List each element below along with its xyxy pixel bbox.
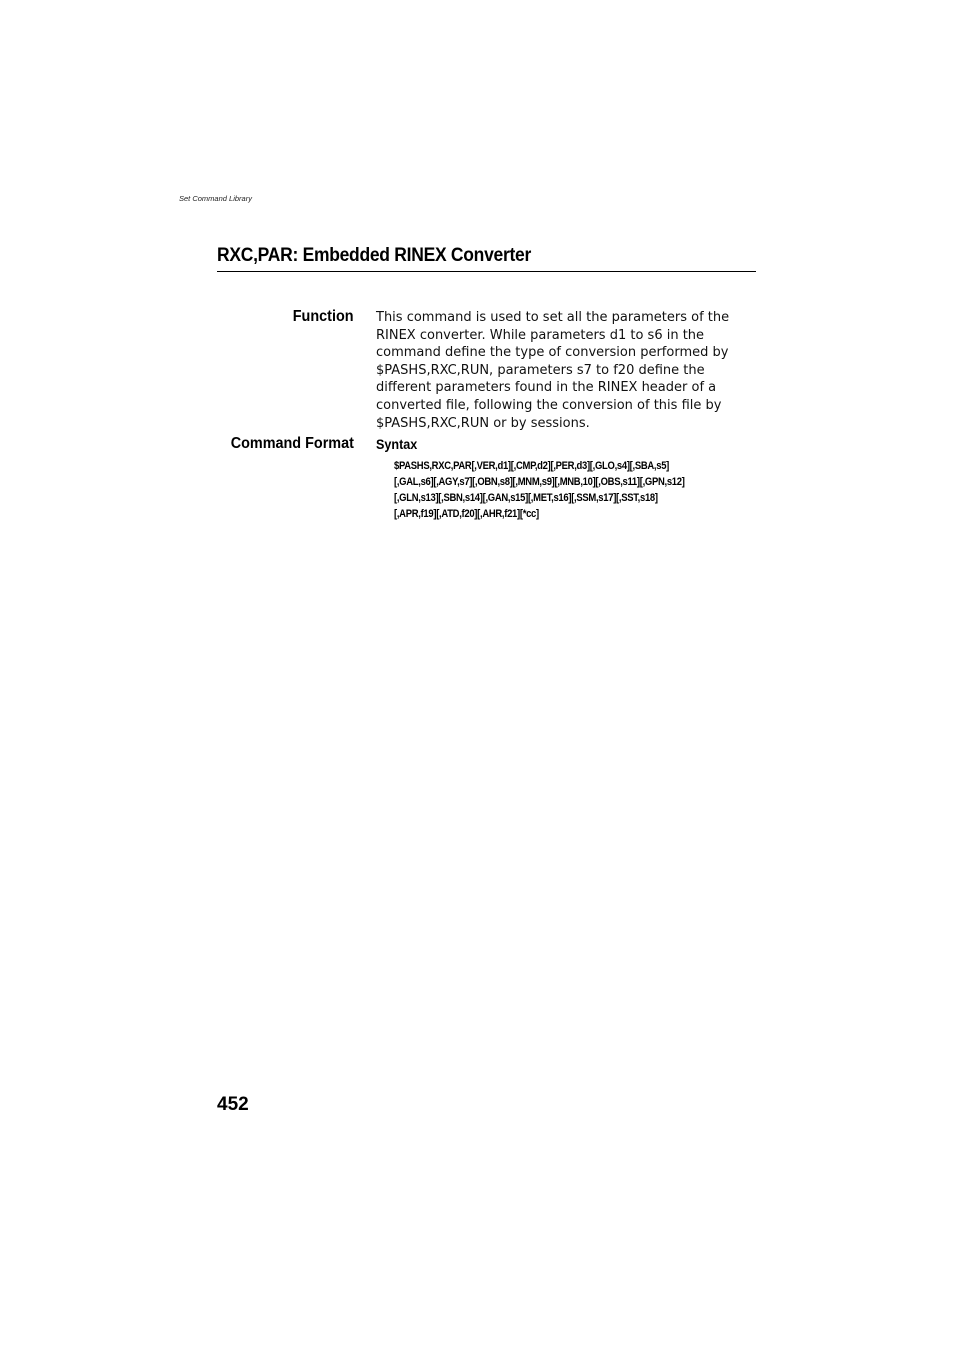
syntax-line: [,APR,f19][,ATD,f20][,AHR,f21][*cc] bbox=[394, 508, 539, 520]
section-title: RXC,PAR: Embedded RINEX Converter bbox=[217, 245, 532, 266]
function-description: This command is used to set all the parameters of the RINEX converter. While parameters d1 to s6 in the command define the type of conversion performed by $PASHS,RXC,RUN, parameters s7 to f20 define the different parameters found in the RINEX header of a converted file, following the conversion of this file by $PASHS,RXC,RUN or by sessions. bbox=[376, 310, 730, 431]
syntax-block bbox=[394, 458, 732, 522]
running-header: Set Command Library bbox=[179, 194, 252, 203]
title-rule bbox=[217, 271, 756, 272]
command-format-label: Command Format bbox=[230, 435, 354, 452]
syntax-heading: Syntax bbox=[376, 436, 418, 452]
page-number: 452 bbox=[217, 1094, 249, 1115]
syntax-line: $PASHS,RXC,PAR[,VER,d1][,CMP,d2][,PER,d3][,GLO,s4][,SBA,s5] bbox=[394, 460, 670, 472]
function-label: Function bbox=[293, 308, 354, 325]
syntax-line: [,GAL,s6][,AGY,s7][,OBN,s8][,MNM,s9][,MNB,10][,OBS,s11][,GPN,s12] bbox=[394, 476, 685, 488]
syntax-line: [,GLN,s13][,SBN,s14][,GAN,s15][,MET,s16][,SSM,s17][,SST,s18] bbox=[394, 492, 658, 504]
